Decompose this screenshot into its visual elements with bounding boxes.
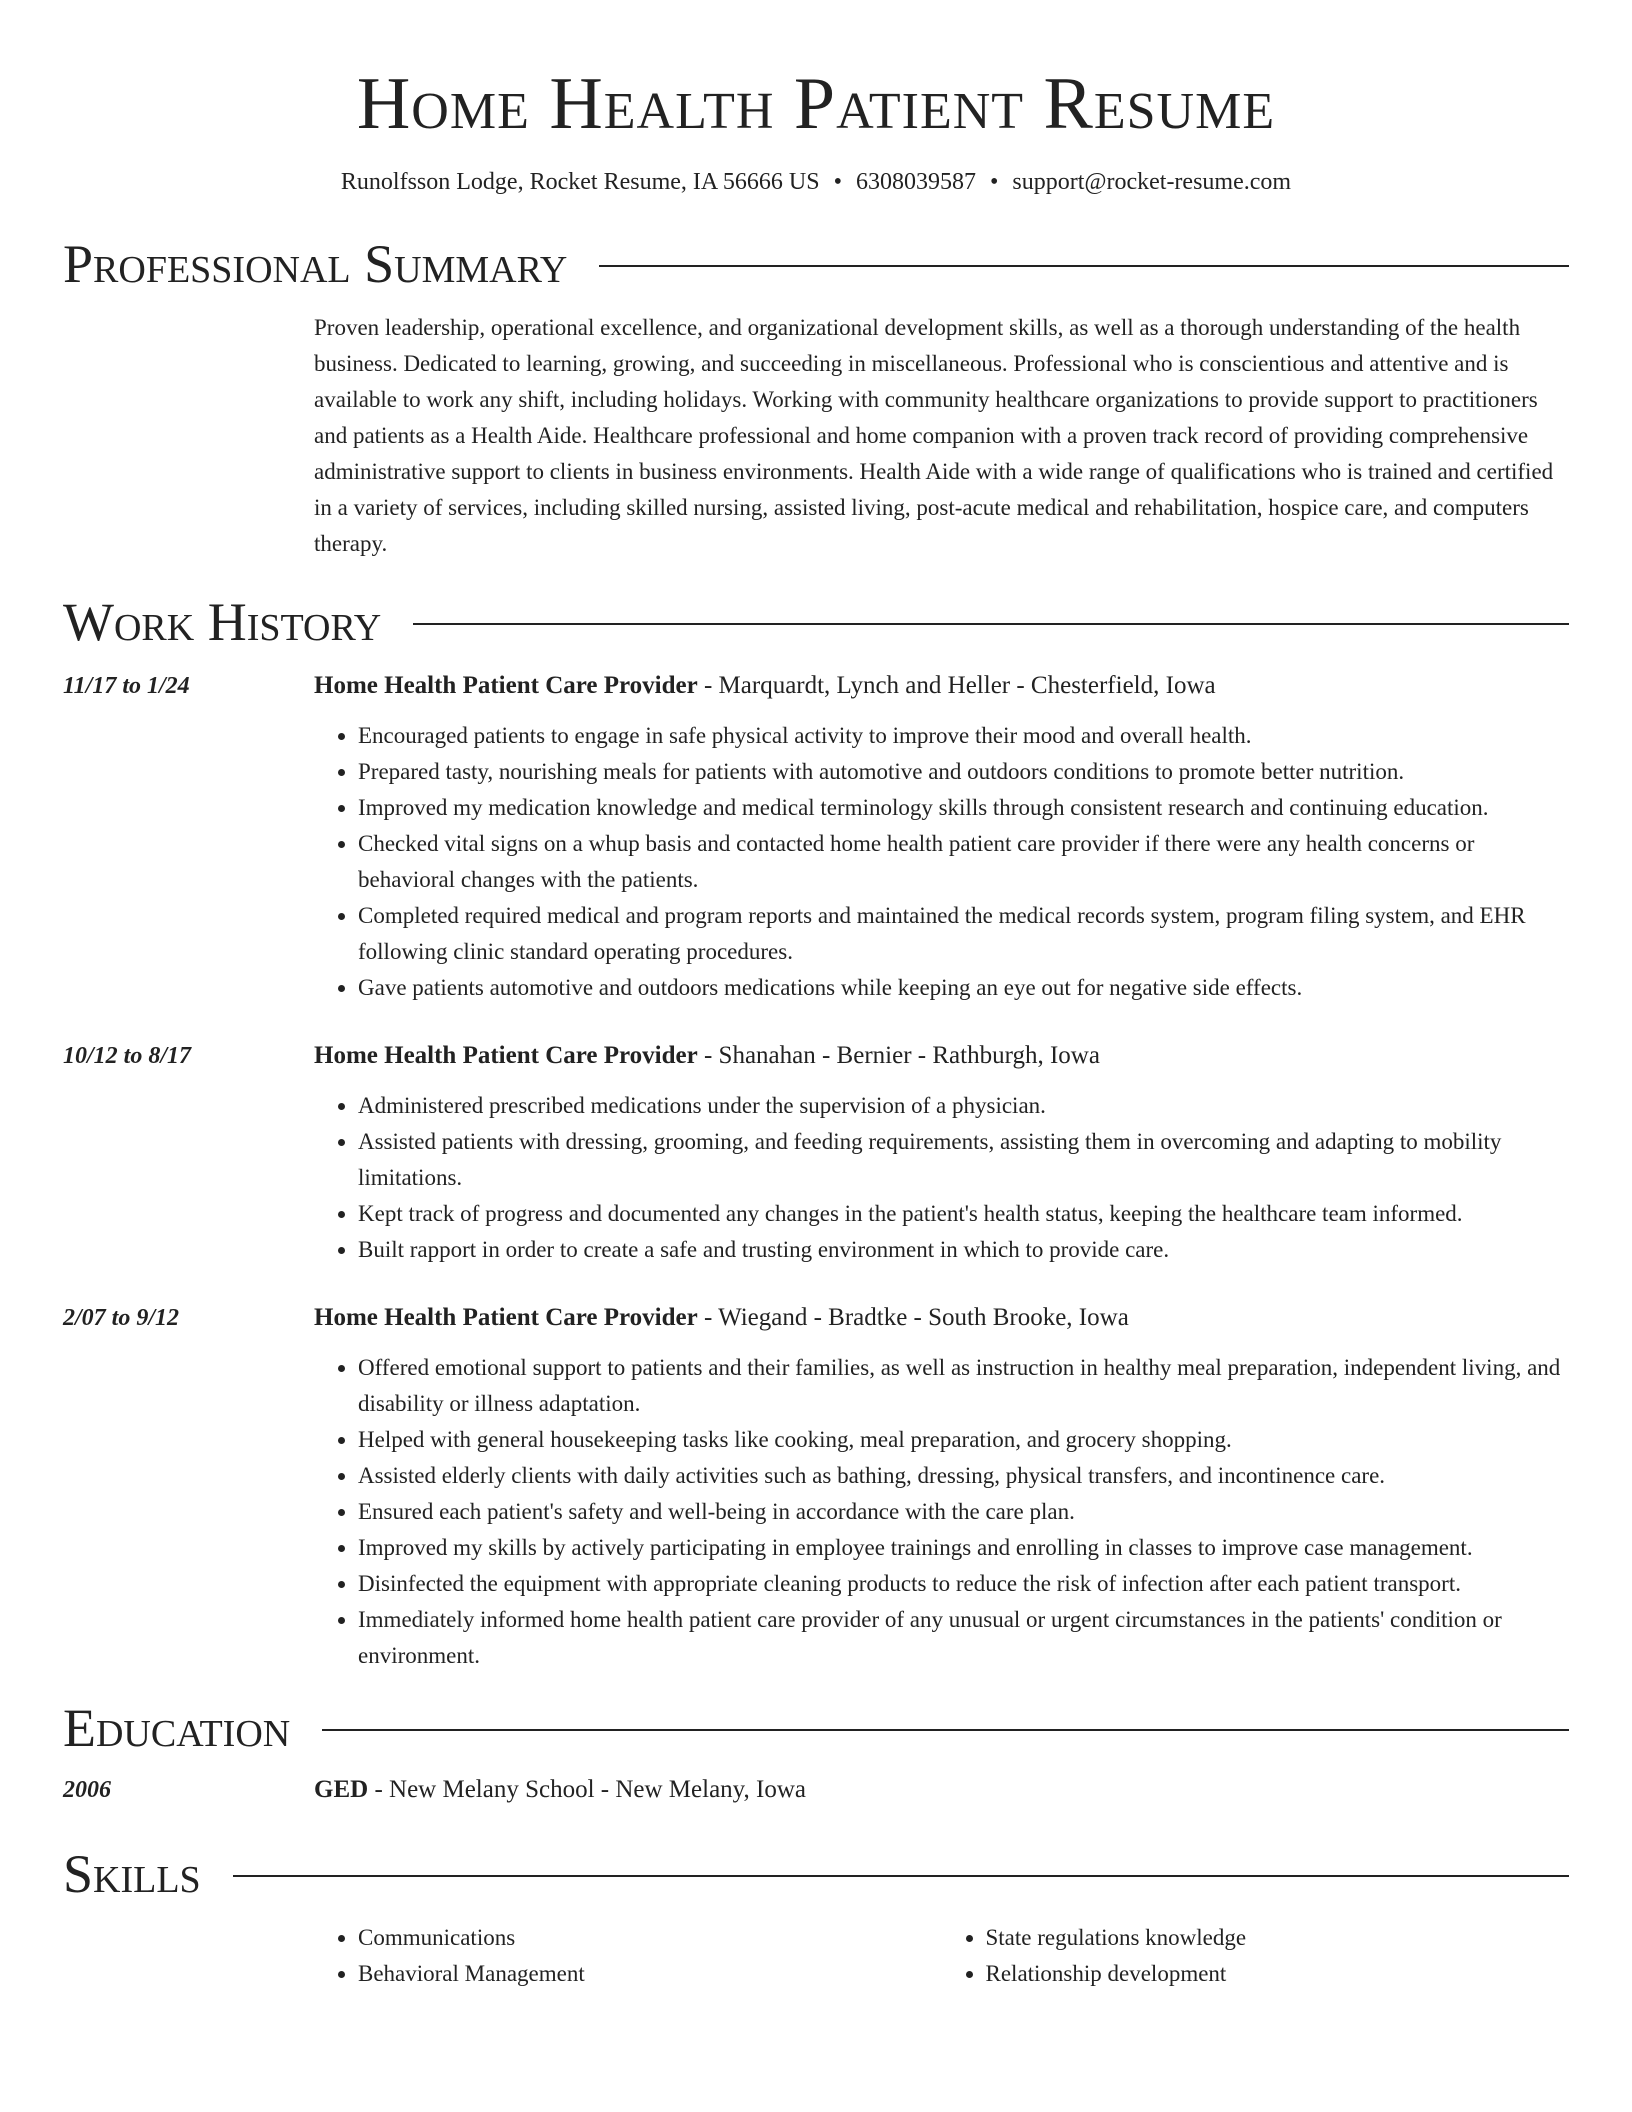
list-item: • Administered prescribed medications under the supervision of a physician. [358,1088,1569,1124]
section-header-work [63,590,1569,654]
section-header-summary [63,232,1569,296]
section-divider [599,265,1569,267]
education-line [314,1772,806,1808]
section-title-summary: Professional Summary [63,234,568,294]
skills-list [314,1920,1569,1992]
list-item: • Helped with general housekeeping tasks like cooking, meal preparation, and grocery shopping. [358,1422,1569,1458]
job-dates: 11/17 to 1/24 [63,673,190,699]
list-item: • Assisted elderly clients with daily activities such as bathing, dressing, physical transfers, and incontinence care. [358,1458,1569,1494]
job-company: - Marquardt, Lynch and Heller - Chesterfield, Iowa [697,672,1216,699]
job-title: Home Health Patient Care Provider [314,1042,698,1069]
job-company: - Wiegand - Bradtke - South Brooke, Iowa [697,1304,1129,1331]
section-divider [233,1875,1569,1877]
job-title-line [314,1300,1129,1336]
job-entry [63,668,1569,1006]
job-entry [63,1300,1569,1674]
list-item: • Built rapport in order to create a safe and trusting environment in which to provide care. [358,1232,1569,1268]
section-divider [322,1729,1569,1731]
job-bullets [314,718,1569,1006]
job-bullets [314,1088,1569,1268]
list-item: • Kept track of progress and documented any changes in the patient's health status, keeping the healthcare team informed. [358,1196,1569,1232]
resume-title: Home Health Patient Resume [356,63,1276,145]
list-item: • Encouraged patients to engage in safe physical activity to improve their mood and overall health. [358,718,1569,754]
list-item: • Immediately informed home health patient care provider of any unusual or urgent circumstances in the patients' condition or environment. [358,1602,1569,1674]
job-bullets [314,1350,1569,1674]
job-entry [63,1038,1569,1268]
section-title-work: Work History [63,592,382,652]
list-item: • Offered emotional support to patients and their families, as well as instruction in healthy meal preparation, independent living, and disability or illness adaptation. [358,1350,1569,1422]
job-dates: 10/12 to 8/17 [63,1043,192,1069]
separator-dot: • [989,169,999,195]
section-header-education [63,1696,1569,1760]
contact-line [63,166,1569,198]
summary-text: Proven leadership, operational excellence, and organizational development skills, as well as a thorough understanding of the health business. Dedicated to learning, growing, and succeeding in miscellaneous. Professional who is conscientious and attentive and is available to work any shift, including holidays. Working with community healthcare organizations to provide support to practitioners and patients as a Health Aide. Healthcare professional and home companion with a proven track record of providing comprehensive administrative support to clients in business environments. Health Aide with a wide range of qualifications who is trained and certified in a variety of services, including skilled nursing, assisted living, post-acute medical and rehabilitation, hospice care, and computers therapy. [314,315,1554,556]
skills-column-left [314,1920,942,1992]
section-divider [413,623,1569,625]
list-item: • Gave patients automotive and outdoors medications while keeping an eye out for negative side effects. [358,970,1569,1006]
section-title-education: Education [63,1698,291,1758]
list-item: • Improved my skills by actively participating in employee trainings and enrolling in classes to improve case management. [358,1530,1569,1566]
list-item: • Assisted patients with dressing, grooming, and feeding requirements, assisting them in overcoming and adapting to mobility limitations. [358,1124,1569,1196]
job-header [63,668,1569,704]
section-header-skills [63,1842,1569,1906]
list-item: • Disinfected the equipment with appropriate cleaning products to reduce the risk of infection after each patient transport. [358,1566,1569,1602]
job-dates: 2/07 to 9/12 [63,1305,180,1331]
contact-email: support@rocket-resume.com [1012,169,1292,195]
list-item: • Communications [358,1920,942,1956]
job-title-line [314,1038,1100,1074]
education-entry [63,1772,1569,1808]
list-item: • Ensured each patient's safety and well-being in accordance with the care plan. [358,1494,1569,1530]
list-item: • Improved my medication knowledge and medical terminology skills through consistent research and continuing education. [358,790,1569,826]
skills-column-right [942,1920,1570,1992]
list-item: • Prepared tasty, nourishing meals for patients with automotive and outdoors conditions to promote better nutrition. [358,754,1569,790]
list-item: • Completed required medical and program reports and maintained the medical records system, program filing system, and EHR following clinic standard operating procedures. [358,898,1569,970]
contact-address: Runolfsson Lodge, Rocket Resume, IA 56666 US [340,169,820,195]
job-title-line [314,668,1216,704]
education-degree: GED [314,1776,369,1803]
separator-dot: • [833,169,842,195]
job-title: Home Health Patient Care Provider [314,672,698,699]
list-item: • Checked vital signs on a whup basis and contacted home health patient care provider if there were any health concerns or behavioral changes with the patients. [358,826,1569,898]
list-item: • Relationship development [986,1956,1570,1992]
section-title-skills: Skills [63,1844,201,1904]
list-item: • State regulations knowledge [986,1920,1570,1956]
education-school: - New Melany School - New Melany, Iowa [368,1776,807,1803]
list-item: • Behavioral Management [358,1956,942,1992]
job-header [63,1300,1569,1336]
job-title: Home Health Patient Care Provider [314,1304,698,1331]
job-header [63,1038,1569,1074]
job-company: - Shanahan - Bernier - Rathburgh, Iowa [697,1042,1100,1069]
education-year: 2006 [63,1777,111,1803]
contact-phone: 6308039587 [855,169,976,195]
